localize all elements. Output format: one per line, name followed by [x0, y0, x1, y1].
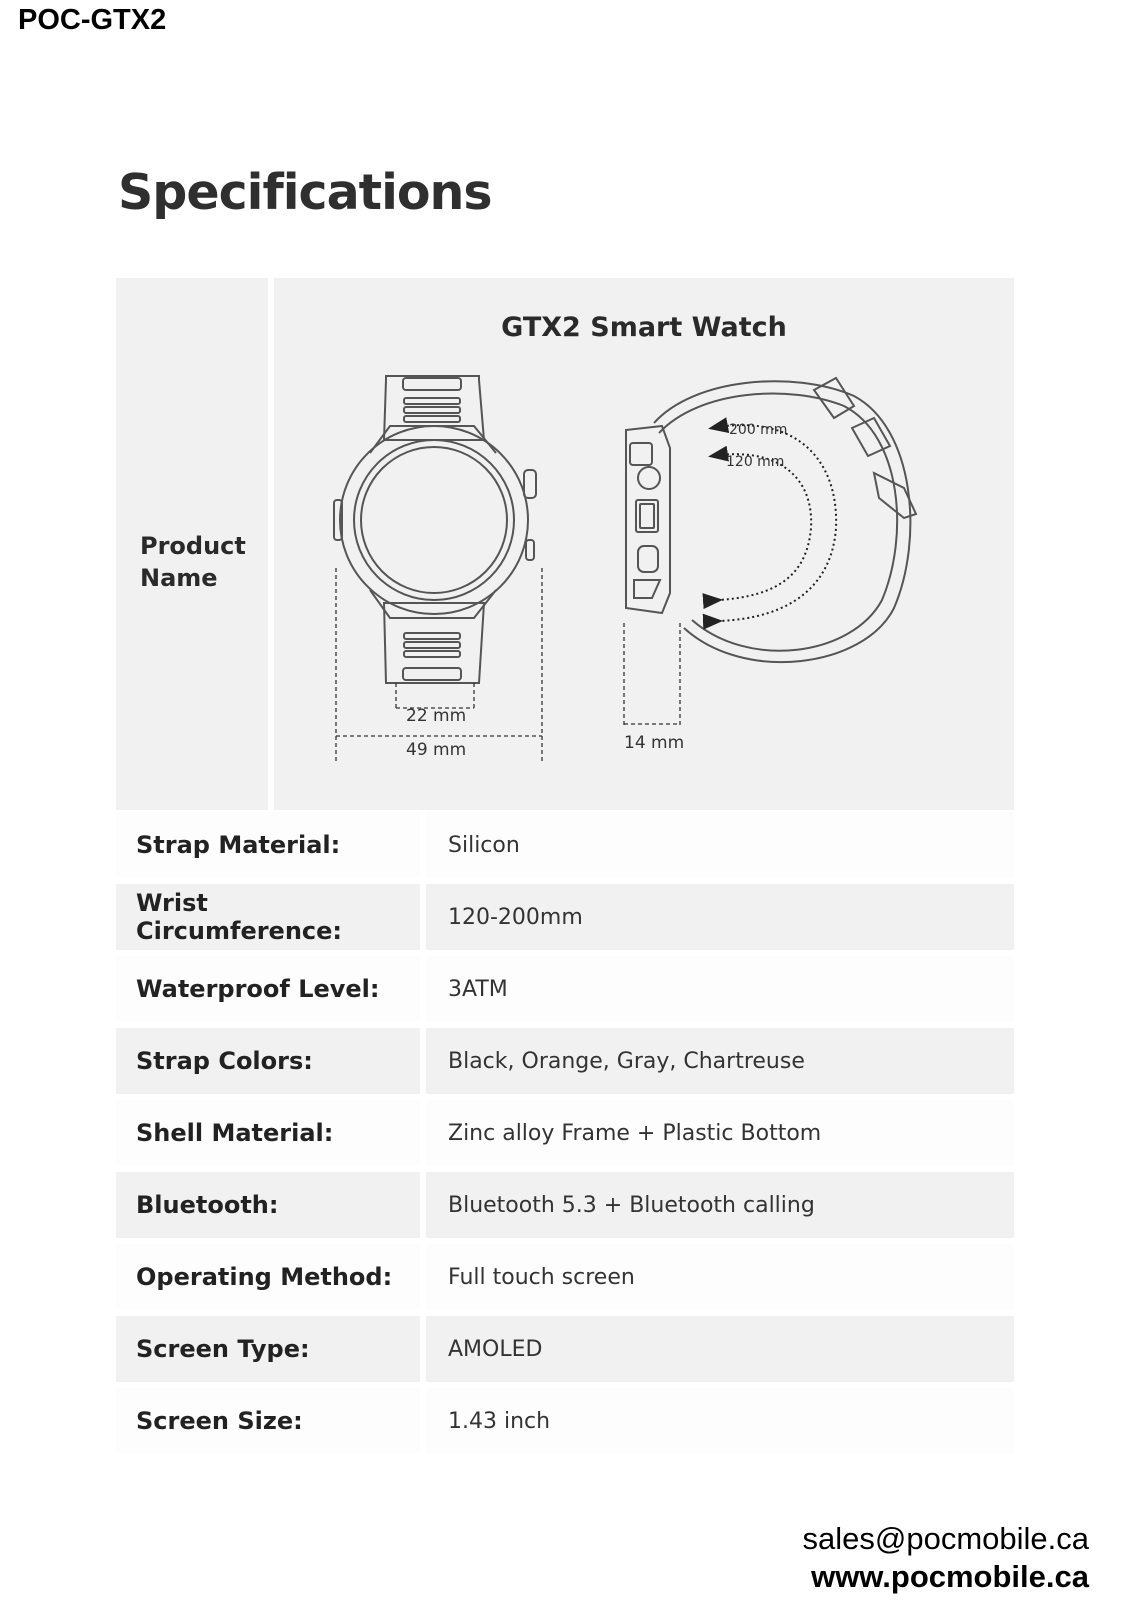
spec-row-wrist-circumference [116, 884, 1014, 950]
spec-label: Wrist Circumference: [116, 884, 420, 950]
spec-label: Operating Method: [116, 1244, 420, 1310]
product-illustration-cell [274, 278, 1014, 810]
watch-dimension-illustration [274, 278, 1014, 810]
dim-lug-width: 22 mm [406, 706, 467, 726]
spec-value: Bluetooth 5.3 + Bluetooth calling [426, 1172, 1014, 1238]
spec-value: Silicon [426, 812, 1014, 878]
watch-front-view [334, 376, 536, 683]
spec-label: Screen Size: [116, 1388, 420, 1454]
contact-footer [803, 1520, 1090, 1596]
front-dimension-lines [336, 568, 542, 764]
spec-row-shell-material [116, 1100, 1014, 1166]
dim-wrist-max: 200 mm [729, 422, 788, 438]
watch-side-view [626, 378, 916, 662]
product-hero [116, 278, 1014, 810]
spec-row-waterproof-level [116, 956, 1014, 1022]
spec-table [116, 812, 1014, 1460]
product-name-label-cell [116, 278, 268, 810]
dim-case-width: 49 mm [406, 740, 467, 760]
spec-value: Full touch screen [426, 1244, 1014, 1310]
spec-label: Waterproof Level: [116, 956, 420, 1022]
spec-value: Zinc alloy Frame + Plastic Bottom [426, 1100, 1014, 1166]
spec-label: Strap Material: [116, 812, 420, 878]
spec-row-bluetooth [116, 1172, 1014, 1238]
contact-email[interactable]: sales@pocmobile.ca [802, 1521, 1089, 1556]
spec-row-strap-material [116, 812, 1014, 878]
contact-website[interactable]: www.pocmobile.ca [811, 1559, 1089, 1594]
spec-row-strap-colors [116, 1028, 1014, 1094]
spec-label: Screen Type: [116, 1316, 420, 1382]
spec-row-screen-size [116, 1388, 1014, 1454]
dim-wrist-min: 120 mm [726, 454, 785, 470]
spec-value: Black, Orange, Gray, Chartreuse [426, 1028, 1014, 1094]
spec-label: Bluetooth: [116, 1172, 420, 1238]
product-name-label: Product Name [140, 532, 246, 592]
spec-value: 3ATM [426, 956, 1014, 1022]
dim-thickness: 14 mm [624, 733, 685, 753]
spec-value: 1.43 inch [426, 1388, 1014, 1454]
side-dimension-lines [624, 623, 680, 726]
spec-label: Strap Colors: [116, 1028, 420, 1094]
product-title: GTX2 Smart Watch [501, 312, 787, 343]
spec-value: AMOLED [426, 1316, 1014, 1382]
spec-row-screen-type [116, 1316, 1014, 1382]
spec-label: Shell Material: [116, 1100, 420, 1166]
page-title: Specifications [118, 164, 492, 221]
document-code: POC-GTX2 [18, 4, 167, 36]
spec-row-operating-method [116, 1244, 1014, 1310]
spec-value: 120-200mm [426, 884, 1014, 950]
